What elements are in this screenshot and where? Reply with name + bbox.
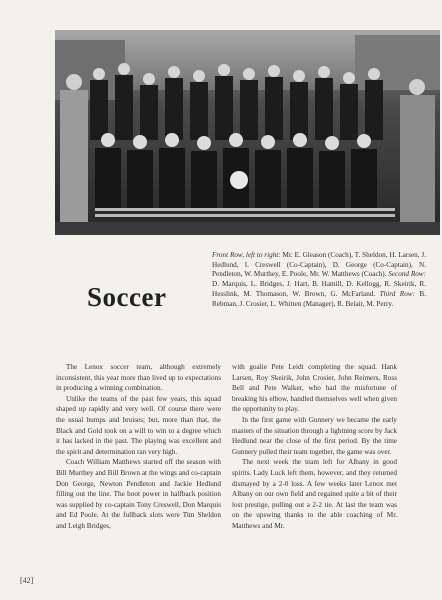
body-paragraph: Unlike the teams of the past few years, this squad shaped up rapidly and very well. Of course there were the usual bumps and bruises; but, more than that, the Black and Gold took on a will to win to a degree which it has lacked in the past. The playing was excellent and the spirit and determination ran very high. [56,394,221,456]
page-number: [42] [20,576,34,585]
photo-caption [212,251,426,309]
body-column-right [232,362,397,532]
caption-second-row: D. Marquis, L. Bridges, J. Hart, B. Hamill, D. Kellogg, R. Skeirik, R. Hesslink, M. Thomason, W. Brown, G. McFarland. [212,280,426,298]
caption-third-label: Third Row: [379,289,415,298]
body-paragraph: The next week the team left for Albany in good spirits. Lady Luck left them, however, and they returned dismayed by a 2-0 loss. A few weeks later Lenox met Albany on our own field and regained quite a bit of their lost prestige, pulling out a 2-2 tie. At last the team was on the upswing thanks to the able coaching of Mr. Matthews and Mr. [232,458,397,530]
caption-second-label: Second Row: [388,270,426,279]
body-paragraph: with goalie Pete Leidt completing the squad. Hank Larsen, Roy Skeirik, John Crosier, John Reimers, Ross Bell and Pete Walker, who had the misfortune of breaking his elbow, handled themselves well when given the opportunity to play. [232,363,397,414]
team-photo [55,30,440,235]
body-paragraph: In the first game with Gunnery we became the early masters of the situation through a lightning score by Jack Hedlund near the close of the first period. By the time Gunnery pulled their team together, the game was over. [232,415,397,456]
caption-third-row: B. Rebman, J. Crosier, L. Whitten (Manager), R. Belair, M. Perry. [212,289,427,308]
caption-front-label: Front Row, left to right: [212,251,281,259]
body-column-left [56,362,221,532]
caption-front-row: Mr. E. Gleason (Coach), T. Sheldon, H. Larsen, J. Hedlund, I. Creswell (Co-Captain), D. George (Co-Captain), N. Pendleton, W. Murthey, E. Poole, Mr. W. Matthews (Coach). [212,251,427,279]
body-paragraph: Coach William Matthews started off the season with Bill Murthey and Bill Brown at the wings and co-captain Don George, Newton Pendleton and Jackie Hedlund filling out the line. The boot power in halfback position was supplied by co-captain Tony Creswell, Don Marquis and Ed Poole. At the fullback slots were Tim Sheldon and Leigh Bridges, [56,458,221,530]
body-paragraph: The Lenox soccer team, although extremely inconsistent, this year more than lived up to expectations in producing a winning combination. [56,363,221,393]
page-title: Soccer [87,282,167,312]
team-photo-illustration [55,30,440,235]
